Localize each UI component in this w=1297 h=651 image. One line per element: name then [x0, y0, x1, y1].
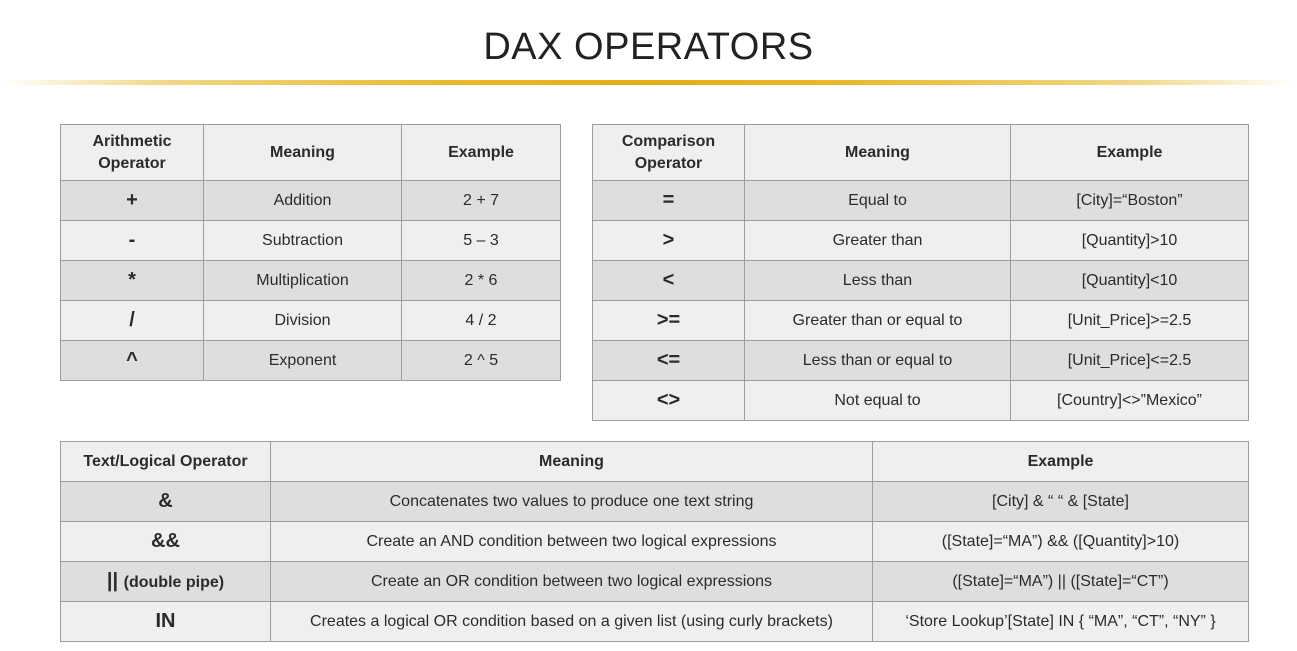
table-row	[61, 482, 1249, 522]
meaning-cell: Greater than or equal to	[745, 301, 1011, 341]
meaning-cell: Addition	[204, 181, 402, 221]
example-cell: [City] & “ “ & [State]	[873, 482, 1249, 522]
table-row	[61, 341, 561, 381]
header-example: Example	[873, 442, 1249, 482]
table-row	[61, 602, 1249, 642]
header-operator: Arithmetic Operator	[61, 125, 204, 181]
text-logical-table	[60, 441, 1249, 642]
operator-cell: &&	[61, 522, 271, 562]
operator-cell: -	[61, 221, 204, 261]
example-cell: ([State]=“MA”) || ([State]=“CT”)	[873, 562, 1249, 602]
example-cell: 5 – 3	[402, 221, 561, 261]
table-row	[61, 301, 561, 341]
example-cell: [City]=“Boston”	[1011, 181, 1249, 221]
operator-cell: IN	[61, 602, 271, 642]
meaning-cell: Subtraction	[204, 221, 402, 261]
header-operator: Comparison Operator	[593, 125, 745, 181]
table-row	[61, 562, 1249, 602]
header-example: Example	[402, 125, 561, 181]
table-row	[593, 301, 1249, 341]
meaning-cell: Equal to	[745, 181, 1011, 221]
operator-cell: <=	[593, 341, 745, 381]
example-cell: 2 + 7	[402, 181, 561, 221]
meaning-cell: Multiplication	[204, 261, 402, 301]
meaning-cell: Create an OR condition between two logical expressions	[271, 562, 873, 602]
table-row	[61, 261, 561, 301]
table-row	[61, 522, 1249, 562]
arithmetic-table	[60, 124, 561, 381]
example-cell: [Unit_Price]>=2.5	[1011, 301, 1249, 341]
table-row	[593, 221, 1249, 261]
header-meaning: Meaning	[271, 442, 873, 482]
operator-cell: *	[61, 261, 204, 301]
table-row	[593, 181, 1249, 221]
example-cell: [Unit_Price]<=2.5	[1011, 341, 1249, 381]
operator-cell: =	[593, 181, 745, 221]
comparison-table	[592, 124, 1249, 421]
operator-cell: >=	[593, 301, 745, 341]
table-row	[593, 341, 1249, 381]
table-row	[61, 181, 561, 221]
example-cell: [Country]<>”Mexico”	[1011, 381, 1249, 421]
example-cell: [Quantity]<10	[1011, 261, 1249, 301]
operator-cell: &	[61, 482, 271, 522]
operator-cell: <>	[593, 381, 745, 421]
header-example: Example	[1011, 125, 1249, 181]
gold-divider	[0, 80, 1297, 85]
operator-note: (double pipe)	[123, 574, 225, 591]
page-title: DAX OPERATORS	[483, 26, 814, 68]
meaning-cell: Less than or equal to	[745, 341, 1011, 381]
meaning-cell: Greater than	[745, 221, 1011, 261]
meaning-cell: Not equal to	[745, 381, 1011, 421]
header-meaning: Meaning	[204, 125, 402, 181]
header-operator: Text/Logical Operator	[61, 442, 271, 482]
example-cell: 2 * 6	[402, 261, 561, 301]
example-cell: 4 / 2	[402, 301, 561, 341]
operator-cell: ^	[61, 341, 204, 381]
operator-cell: /	[61, 301, 204, 341]
operator-cell: >	[593, 221, 745, 261]
table-row	[593, 261, 1249, 301]
meaning-cell: Creates a logical OR condition based on a given list (using curly brackets)	[271, 602, 873, 642]
meaning-cell: Less than	[745, 261, 1011, 301]
operator-cell	[61, 562, 271, 602]
example-cell: 2 ^ 5	[402, 341, 561, 381]
meaning-cell: Create an AND condition between two logical expressions	[271, 522, 873, 562]
header-meaning: Meaning	[745, 125, 1011, 181]
operator-symbol: ||	[106, 570, 119, 592]
operator-cell: +	[61, 181, 204, 221]
operator-cell: <	[593, 261, 745, 301]
example-cell: ([State]=“MA”) && ([Quantity]>10)	[873, 522, 1249, 562]
meaning-cell: Exponent	[204, 341, 402, 381]
meaning-cell: Division	[204, 301, 402, 341]
table-row	[593, 381, 1249, 421]
meaning-cell: Concatenates two values to produce one text string	[271, 482, 873, 522]
example-cell: ‘Store Lookup’[State] IN { “MA”, “CT”, “NY” }	[873, 602, 1249, 642]
example-cell: [Quantity]>10	[1011, 221, 1249, 261]
table-row	[61, 221, 561, 261]
